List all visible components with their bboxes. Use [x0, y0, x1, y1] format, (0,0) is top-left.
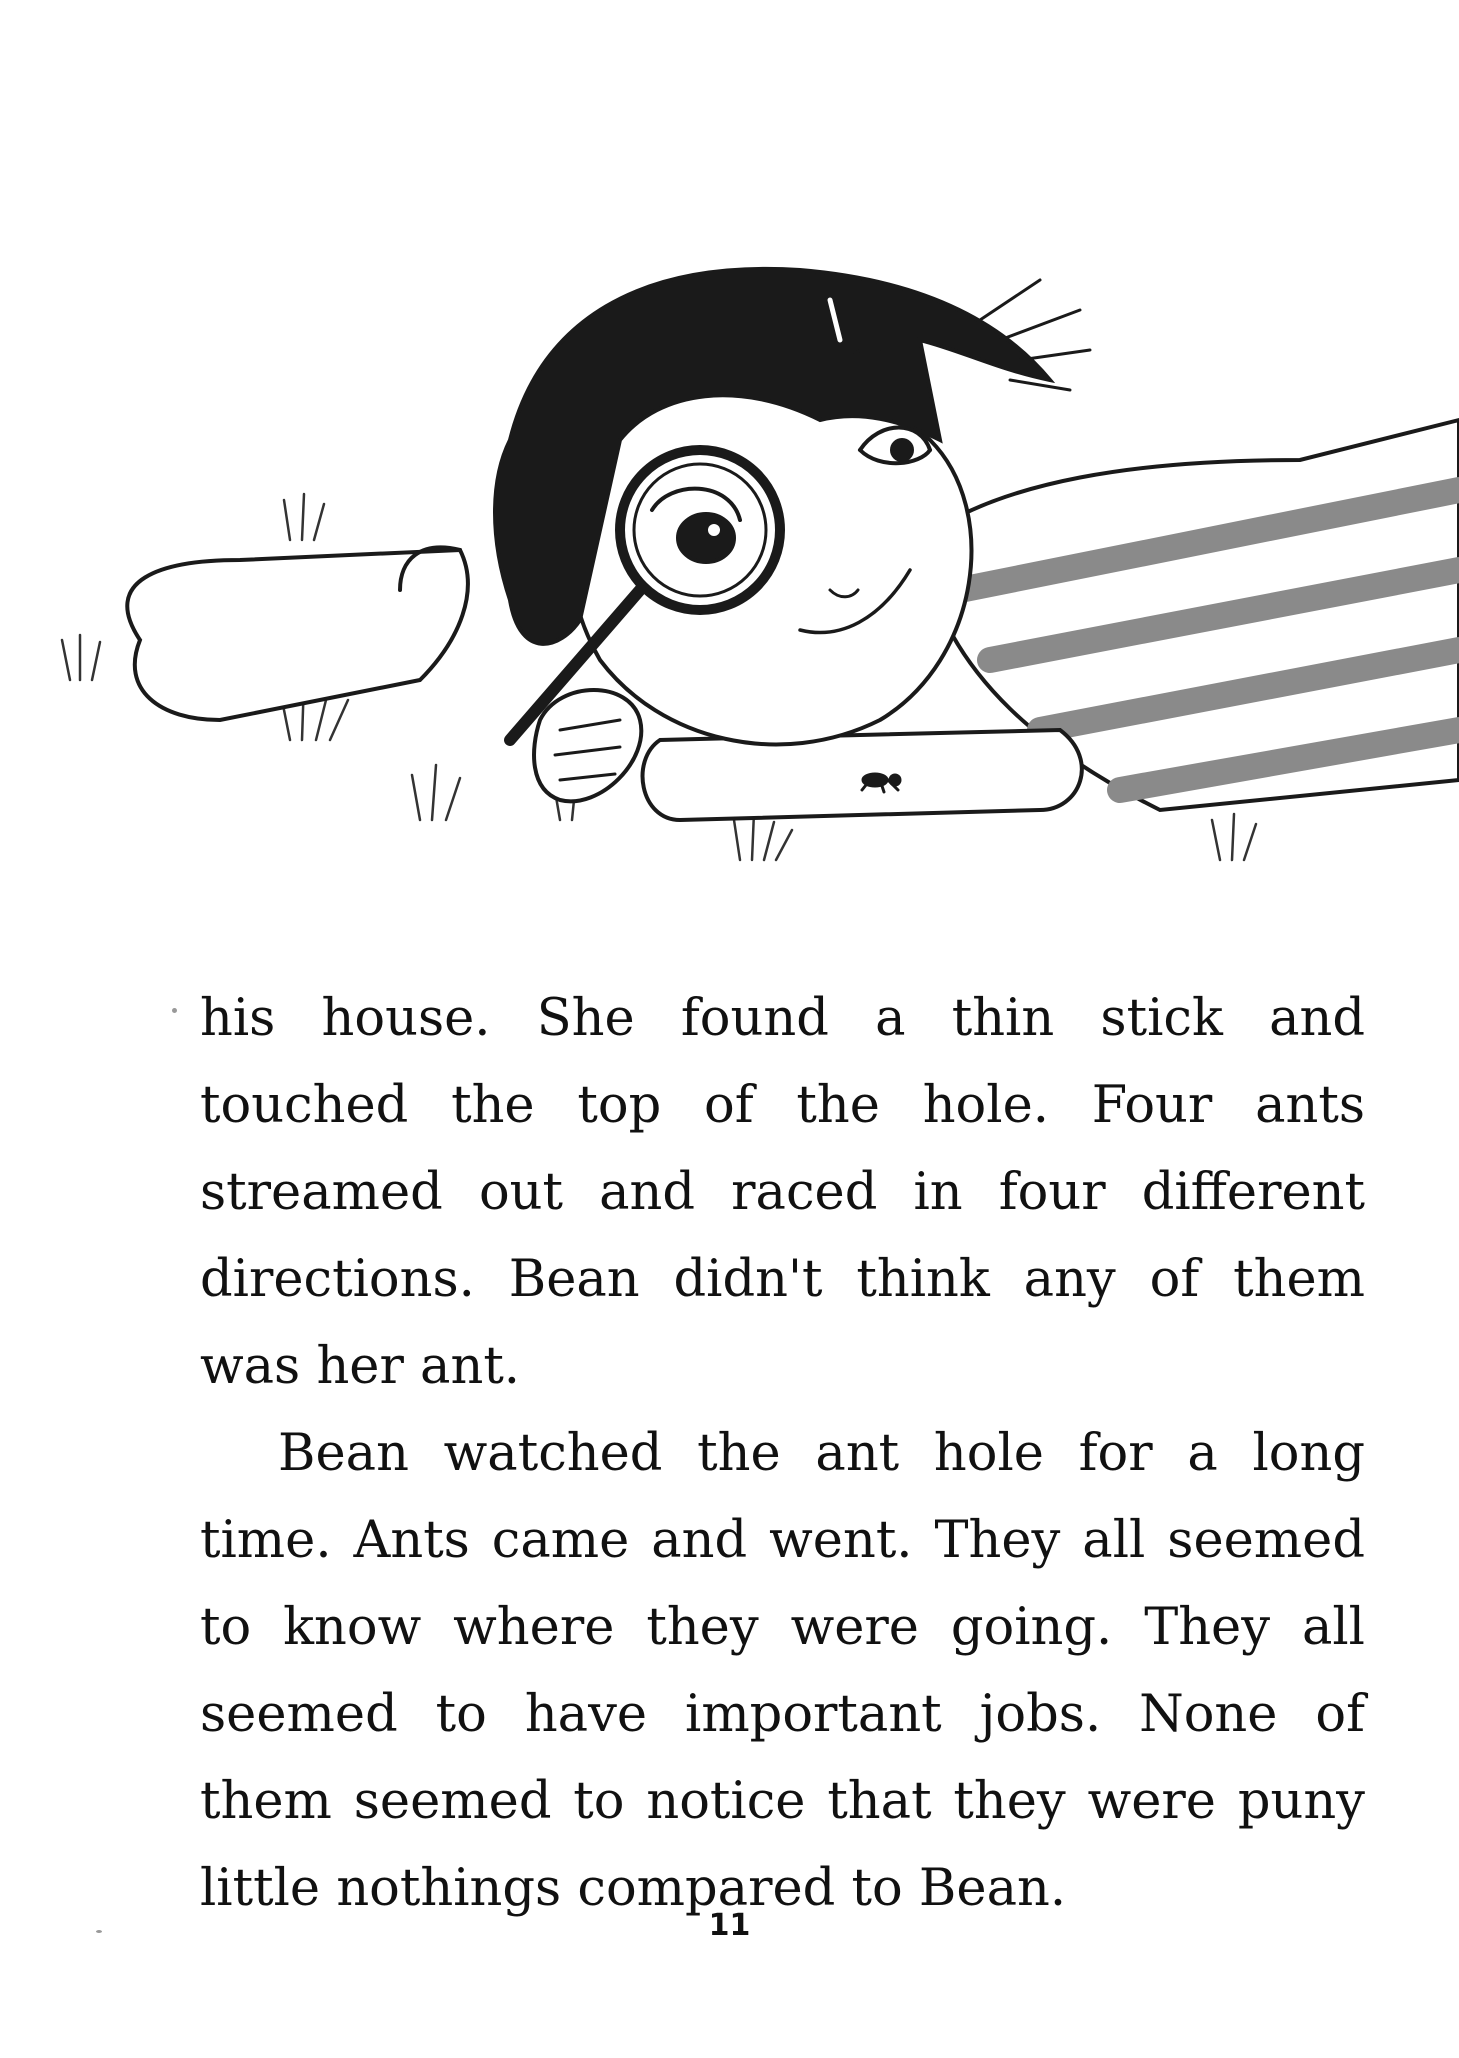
hand	[534, 690, 641, 801]
paper-speck	[172, 1008, 177, 1013]
story-paragraph-2: Bean watched the ant hole for a long time. Ants came and went. They all seemed to know where they were going. They all seemed to have important jobs. None of them seemed to notice that they were puny little nothings compared to Bean.	[200, 1424, 1365, 1918]
left-arm	[127, 550, 468, 720]
story-text	[200, 975, 1365, 1932]
story-paragraph-1: his house. She found a thin stick and touched the top of the hole. Four ants streamed out and raced in four different directions. Bean didn't think any of them was her ant.	[200, 989, 1365, 1396]
paper-speck	[96, 1930, 102, 1933]
page-number: 11	[708, 1908, 751, 1943]
girl-with-magnifying-glass-illustration	[40, 120, 1459, 880]
right-arm	[643, 730, 1082, 820]
